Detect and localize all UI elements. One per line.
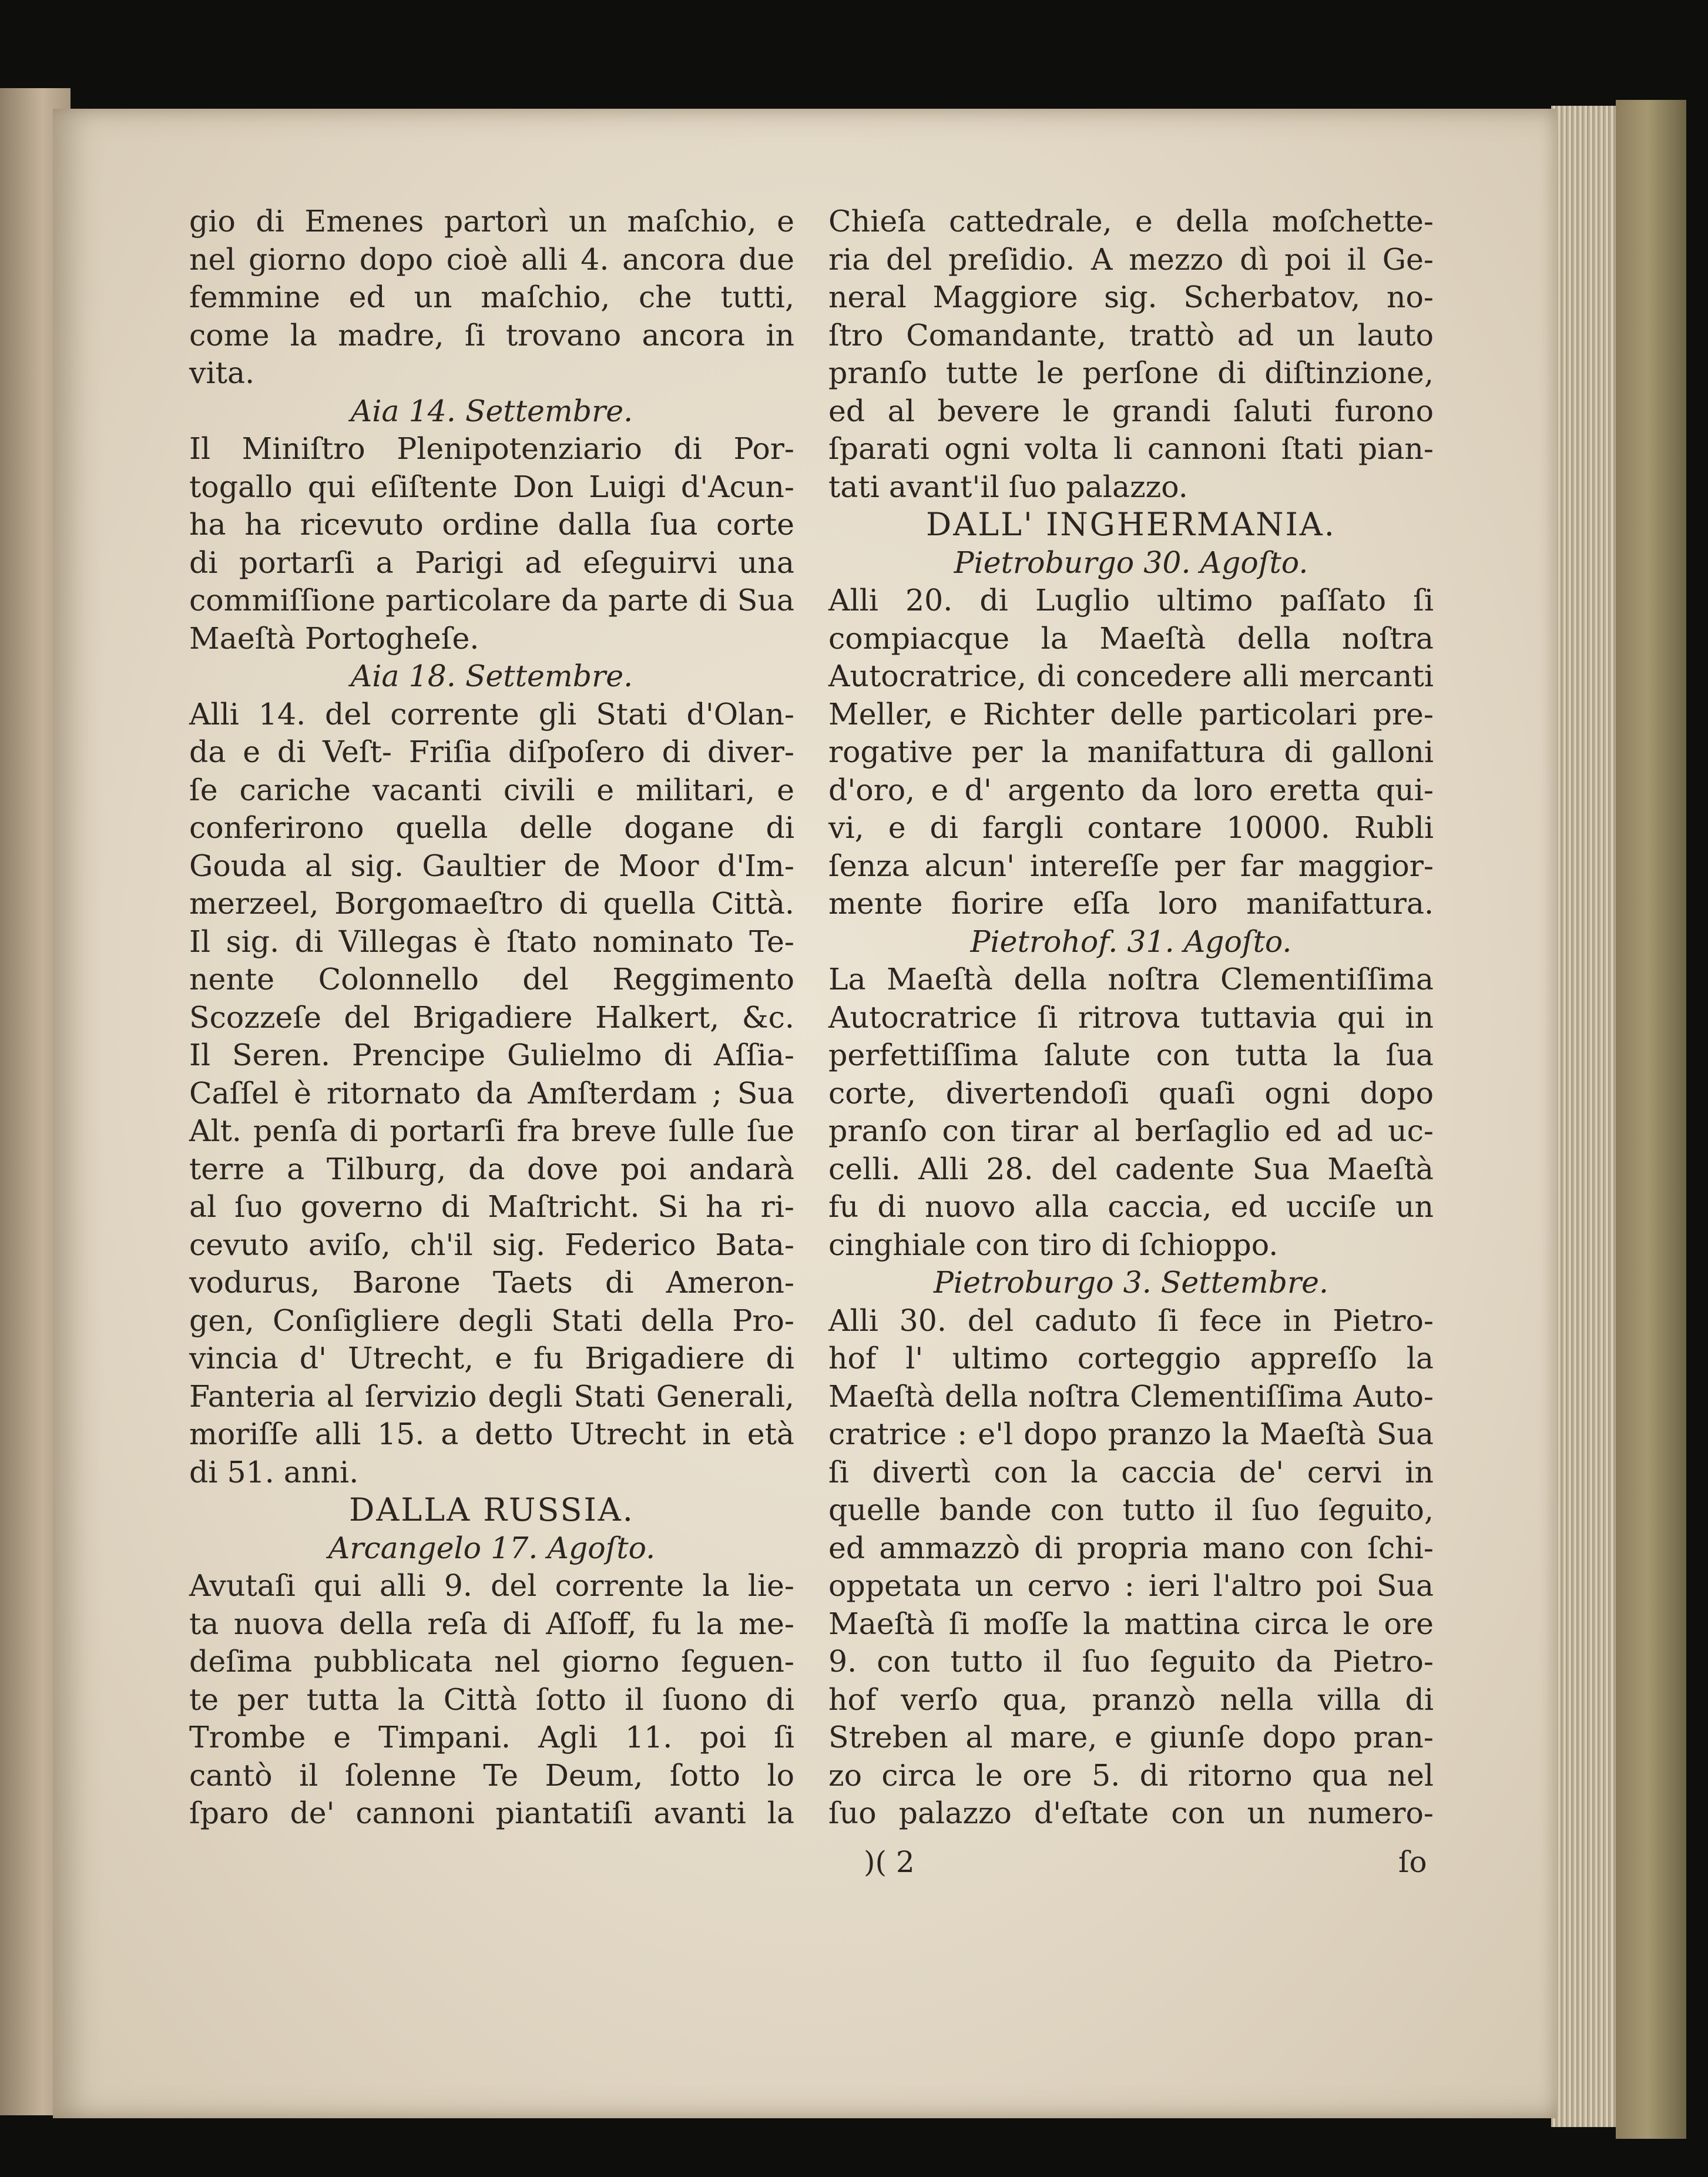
text-line: Alli 30. del caduto ſi fece in Pietro- <box>828 1303 1434 1338</box>
text-line: ha ha ricevuto ordine dalla ſua corte <box>189 507 794 542</box>
text-line: moriſſe alli 15. a detto Utrecht in età <box>189 1417 794 1451</box>
text-line: Maeſtà della noſtra Clementiſſima Auto- <box>828 1378 1434 1414</box>
text-line: Caſſel è ritornato da Amſterdam ; Sua <box>189 1075 794 1111</box>
text-line: Il Seren. Prencipe Gulielmo di Aſſia- <box>189 1038 794 1072</box>
text-line: neral Maggiore sig. Scherbatov, no- <box>828 280 1434 314</box>
text-line: La Maeſtà della noſtra Clementiſſima <box>828 962 1434 997</box>
text-line: ſe cariche vacanti civili e militari, e <box>189 772 794 807</box>
text-line: nente Colonnello del Reggimento <box>189 962 794 997</box>
section-heading: DALLA RUSSIA. <box>349 1491 635 1528</box>
text-line: d'oro, e d' argento da loro eretta qui- <box>828 772 1434 807</box>
text-line: merzeel, Borgomaeſtro di quella Città. <box>189 886 794 921</box>
text-line: quelle bande con tutto il ſuo ſeguito, <box>828 1492 1434 1527</box>
text-line: ſuo palazzo d'eſtate con un numero- <box>828 1796 1434 1830</box>
dateline: Pietroburgo 30. Agoſto. <box>954 545 1308 580</box>
text-line: Il Miniſtro Plenipotenziario di Por- <box>189 431 794 466</box>
dateline: Aia 14. Settembre. <box>350 393 633 428</box>
text-line: mente fiorire eſſa loro manifattura. <box>828 886 1434 921</box>
text-line: Autocratrice, di concedere alli mercanti <box>828 659 1434 693</box>
text-line: Trombe e Timpani. Agli 11. poi ſi <box>189 1720 794 1755</box>
text-line: Streben al mare, e giunſe dopo pran- <box>828 1720 1434 1755</box>
text-line: Gouda al sig. Gaultier de Moor d'Im- <box>189 848 794 883</box>
text-line: Meller, e Richter delle particolari pre- <box>828 696 1434 732</box>
dateline: Pietrohof. 31. Agoſto. <box>970 924 1292 959</box>
text-line: cinghiale con tiro di ſchioppo. <box>828 1227 1279 1262</box>
text-line: Alli 14. del corrente gli Stati d'Olan- <box>189 696 794 732</box>
dateline: Aia 18. Settembre. <box>350 659 633 693</box>
text-line: ſparati ogni volta li cannoni ſtati pian- <box>828 431 1434 466</box>
left-text-column <box>189 203 794 1833</box>
text-line: Chieſa cattedrale, e della moſchette- <box>828 204 1434 239</box>
text-line: ta nuova della reſa di Aſſoff, fu la me- <box>189 1606 794 1641</box>
text-line: deſima pubblicata nel giorno ſeguen- <box>189 1644 794 1679</box>
text-line: cevuto aviſo, ch'il sig. Federico Bata- <box>189 1227 794 1262</box>
text-line: rogative per la manifattura di galloni <box>828 734 1434 769</box>
text-line: 9. con tutto il ſuo ſeguito da Pietro- <box>828 1644 1434 1679</box>
text-line: ria del preſidio. A mezzo dì poi il Ge- <box>828 241 1434 277</box>
text-line: Alli 20. di Luglio ultimo paſſato ſi <box>828 583 1434 618</box>
text-line: terre a Tilburg, da dove poi andarà <box>189 1151 794 1186</box>
signature-mark: )( 2 <box>864 1845 915 1879</box>
text-line: Alt. penſa di portarſi fra breve ſulle ſue <box>189 1113 794 1148</box>
text-line: cratrice : e'l dopo pranzo la Maeſtà Sua <box>828 1417 1434 1451</box>
text-line: Maeſtà ſi moſſe la mattina circa le ore <box>828 1606 1434 1641</box>
text-line: al ſuo governo di Maſtricht. Si ha ri- <box>189 1189 794 1224</box>
text-line: pranſo con tirar al berſaglio ed ad uc- <box>828 1113 1434 1148</box>
text-line: corte, divertendoſi quaſi ogni dopo <box>828 1075 1434 1111</box>
text-line: Il sig. di Villegas è ſtato nominato Te- <box>189 924 794 959</box>
text-line: celli. Alli 28. del cadente Sua Maeſtà <box>828 1151 1434 1186</box>
text-line: fu di nuovo alla caccia, ed ucciſe un <box>828 1189 1434 1224</box>
text-line: compiacque la Maeſtà della noſtra <box>828 620 1434 656</box>
text-line: Fanteria al ſervizio degli Stati Generali, <box>189 1378 794 1414</box>
text-line: ſi divertì con la caccia de' cervi in <box>828 1454 1434 1490</box>
section-heading: DALL' INGHERMANIA. <box>926 506 1336 543</box>
text-line: vodurus, Barone Taets di Ameron- <box>189 1265 794 1300</box>
text-line: hof verſo qua, pranzò nella villa di <box>828 1682 1434 1717</box>
text-line: Maeſtà Portogheſe. <box>189 620 479 656</box>
text-line: gen, Conſigliere degli Stati della Pro- <box>189 1303 794 1338</box>
text-line: femmine ed un maſchio, che tutti, <box>189 280 794 314</box>
text-line: te per tutta la Città ſotto il ſuono di <box>189 1682 794 1717</box>
text-line: pranſo tutte le perſone di diſtinzione, <box>828 355 1434 390</box>
text-line: Avutaſi qui alli 9. del corrente la lie- <box>189 1568 794 1603</box>
text-line: vincia d' Utrecht, e fu Brigadiere di <box>189 1341 794 1376</box>
text-line: Scozzeſe del Brigadiere Halkert, &c. <box>189 999 794 1035</box>
text-line: di 51. anni. <box>189 1454 359 1490</box>
text-line: di portarſi a Parigi ad eſeguirvi una <box>189 545 794 580</box>
text-line: ſtro Comandante, trattò ad un lauto <box>828 317 1434 353</box>
text-line: vi, e di fargli contare 10000. Rubli <box>828 810 1434 845</box>
text-line: gio di Emenes partorì un maſchio, e <box>189 204 794 239</box>
text-line: zo circa le ore 5. di ritorno qua nel <box>828 1757 1434 1793</box>
right-text-column <box>828 203 1434 1833</box>
catchword: ſo <box>1398 1845 1427 1879</box>
dateline: Arcangelo 17. Agoſto. <box>328 1530 656 1565</box>
text-line: oppetata un cervo : ieri l'altro poi Sua <box>828 1568 1434 1603</box>
text-line: ſenza alcun' intereſſe per far maggior- <box>828 848 1434 883</box>
text-line: commiſſione particolare da parte di Sua <box>189 583 794 618</box>
text-line: ed ammazzò di propria mano con ſchi- <box>828 1530 1434 1565</box>
text-line: conferirono quella delle dogane di <box>189 810 794 845</box>
text-line: ed al bevere le grandi ſaluti furono <box>828 393 1434 428</box>
text-line: come la madre, ſi trovano ancora in <box>189 317 794 353</box>
dateline: Pietroburgo 3. Settembre. <box>933 1265 1329 1300</box>
text-line: tati avant'il ſuo palazzo. <box>828 469 1188 504</box>
book-cover-edge <box>1616 100 1686 2139</box>
text-line: hof l' ultimo corteggio appreſſo la <box>828 1341 1434 1376</box>
text-line: cantò il ſolenne Te Deum, ſotto lo <box>189 1757 794 1793</box>
text-line: da e di Veſt- Friſia diſpoſero di diver- <box>189 734 794 769</box>
text-line: nel giorno dopo cioè alli 4. ancora due <box>189 241 794 277</box>
text-line: Autocratrice ſi ritrova tuttavia qui in <box>828 999 1434 1035</box>
text-line: ſparo de' cannoni piantatiſi avanti la <box>189 1796 794 1830</box>
text-line: vita. <box>189 355 255 390</box>
text-line: perfettiſſima ſalute con tutta la ſua <box>828 1038 1434 1072</box>
page-block-edge <box>1551 106 1616 2127</box>
text-line: togallo qui eſiſtente Don Luigi d'Acun- <box>189 469 794 504</box>
